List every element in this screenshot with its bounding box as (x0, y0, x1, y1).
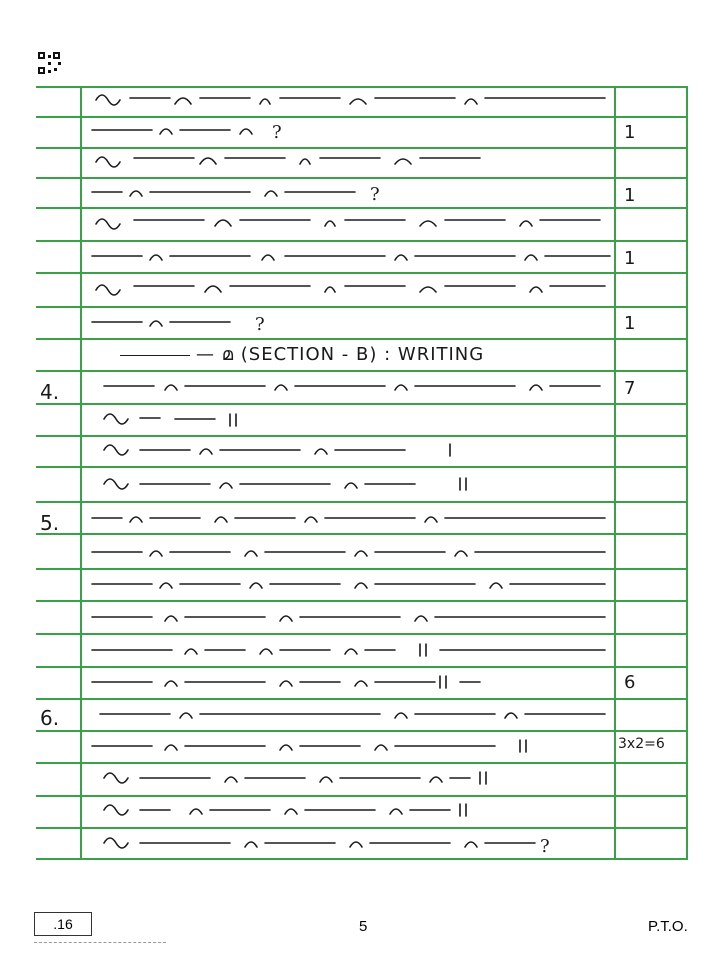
handwritten-line (104, 836, 550, 857)
section-heading: — മ (SECTION - B) : WRITING (120, 344, 484, 365)
handwritten-line (96, 157, 480, 167)
handwritten-line (92, 676, 480, 688)
handwritten-line (92, 551, 605, 556)
handwritten-line (92, 314, 265, 335)
page-number: 5 (359, 918, 368, 935)
handwritten-line (104, 444, 450, 456)
handwritten-line (92, 122, 282, 143)
handwritten-line (92, 517, 605, 522)
handwritten-line (92, 644, 605, 656)
handwritten-line (104, 478, 466, 490)
handwritten-line (96, 95, 605, 105)
marks-value: 6 (624, 672, 636, 693)
question-number: 6. (40, 706, 60, 730)
svg-text:?: ? (370, 184, 380, 205)
handwritten-line (92, 740, 526, 752)
marks-value: 1 (624, 248, 636, 269)
handwritten-line (92, 255, 610, 260)
handwritten-line (92, 616, 605, 621)
handwritten-line (96, 285, 605, 295)
handwritten-line (104, 772, 486, 784)
handwritten-line (92, 184, 380, 205)
handwritten-line (96, 219, 600, 229)
footer-divider (34, 942, 166, 943)
marks-value: 7 (624, 378, 636, 399)
marks-value: 1 (624, 122, 636, 143)
pto-label: P.T.O. (648, 918, 688, 935)
marks-value: 3x2=6 (618, 736, 665, 752)
handwritten-line (92, 583, 605, 588)
handwritten-line (104, 804, 466, 816)
handwritten-line (100, 713, 605, 718)
handwritten-line (104, 385, 600, 390)
handwritten-line (104, 414, 236, 426)
question-number: 5. (40, 511, 60, 535)
svg-text:?: ? (540, 836, 550, 857)
marks-value: 1 (624, 313, 636, 334)
paper-code-box: .16 (34, 912, 92, 936)
svg-text:?: ? (272, 122, 282, 143)
svg-text:?: ? (255, 314, 265, 335)
marks-value: 1 (624, 185, 636, 206)
question-number: 4. (40, 380, 60, 404)
